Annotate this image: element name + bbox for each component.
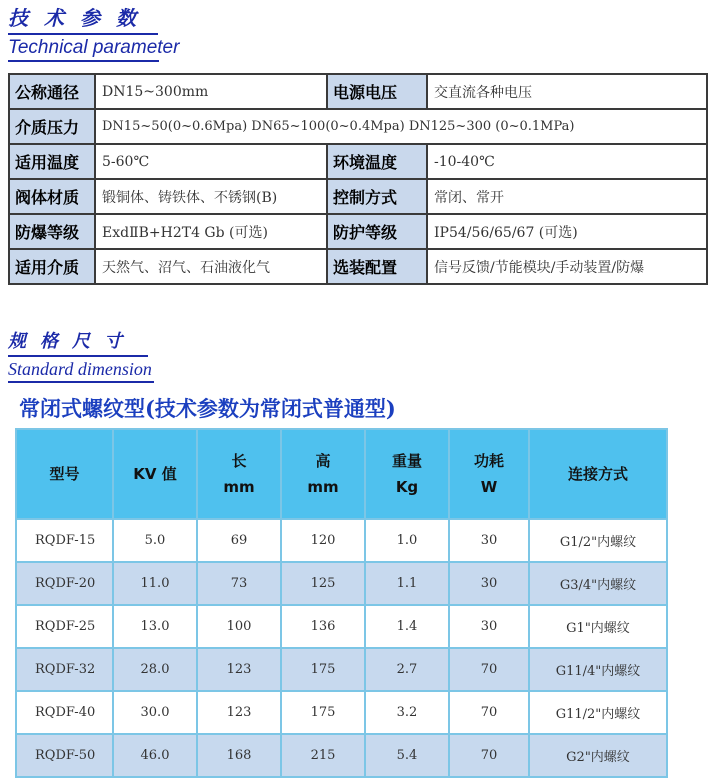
cell-height: 175: [282, 649, 364, 690]
product-subtitle: 常闭式螺纹型(技术参数为常闭式普通型): [19, 396, 396, 421]
param-value: 天然气、沼气、石油液化气: [96, 250, 326, 283]
cell-connection: G1"内螺纹: [530, 606, 666, 647]
table-row: [17, 649, 666, 690]
header-title-en: Standard dimension: [8, 359, 154, 383]
standard-dimension-header: [8, 327, 154, 383]
param-value: 常闭、常开: [428, 180, 706, 213]
cell-length: 69: [198, 520, 280, 561]
param-row: [10, 110, 706, 143]
technical-parameter-table: [8, 73, 708, 285]
column-header-length: 长 mm: [198, 430, 280, 518]
spec-header-row: [17, 430, 666, 518]
cell-connection: G11/4"内螺纹: [530, 649, 666, 690]
cell-height: 120: [282, 520, 364, 561]
cell-length: 123: [198, 649, 280, 690]
param-row: [10, 215, 706, 248]
column-header-weight: 重量 Kg: [366, 430, 448, 518]
cell-length: 123: [198, 692, 280, 733]
cell-length: 73: [198, 563, 280, 604]
cell-connection: G1/2"内螺纹: [530, 520, 666, 561]
header-title-cn: 技术参数: [8, 2, 158, 35]
column-header-height: 高 mm: [282, 430, 364, 518]
cell-height: 175: [282, 692, 364, 733]
cell-weight: 2.7: [366, 649, 448, 690]
param-value: IP54/56/65/67 (可选): [428, 215, 706, 248]
cell-power: 70: [450, 649, 528, 690]
cell-height: 215: [282, 735, 364, 776]
cell-kv: 11.0: [114, 563, 196, 604]
table-row: [17, 735, 666, 776]
param-row: [10, 180, 706, 213]
cell-connection: G3/4"内螺纹: [530, 563, 666, 604]
param-value: -10-40℃: [428, 145, 706, 178]
param-value: ExdⅡB+H2T4 Gb (可选): [96, 215, 326, 248]
param-label: 阀体材质: [10, 180, 94, 213]
cell-weight: 5.4: [366, 735, 448, 776]
table-row: [17, 692, 666, 733]
param-label: 控制方式: [328, 180, 426, 213]
cell-kv: 13.0: [114, 606, 196, 647]
param-value: 交直流各种电压: [428, 75, 706, 108]
header-title-cn: 规格尺寸: [8, 327, 148, 357]
cell-kv: 30.0: [114, 692, 196, 733]
param-label: 防护等级: [328, 215, 426, 248]
cell-length: 100: [198, 606, 280, 647]
param-label: 选装配置: [328, 250, 426, 283]
cell-weight: 1.4: [366, 606, 448, 647]
cell-model: RQDF-25: [17, 606, 112, 647]
param-label: 介质压力: [10, 110, 94, 143]
cell-model: RQDF-40: [17, 692, 112, 733]
param-label: 防爆等级: [10, 215, 94, 248]
cell-power: 30: [450, 520, 528, 561]
column-header-power: 功耗 W: [450, 430, 528, 518]
cell-height: 125: [282, 563, 364, 604]
cell-weight: 1.1: [366, 563, 448, 604]
cell-model: RQDF-15: [17, 520, 112, 561]
param-label: 适用介质: [10, 250, 94, 283]
param-label: 电源电压: [328, 75, 426, 108]
param-label: 公称通径: [10, 75, 94, 108]
param-value: 锻铜体、铸铁体、不锈钢(B): [96, 180, 326, 213]
cell-model: RQDF-50: [17, 735, 112, 776]
cell-height: 136: [282, 606, 364, 647]
cell-connection: G2"内螺纹: [530, 735, 666, 776]
header-title-en: Technical parameter: [8, 37, 159, 62]
table-row: [17, 563, 666, 604]
cell-kv: 46.0: [114, 735, 196, 776]
param-value: DN15~300mm: [96, 75, 326, 108]
cell-weight: 3.2: [366, 692, 448, 733]
column-header-connection: 连接方式: [530, 430, 666, 518]
cell-power: 70: [450, 692, 528, 733]
param-label: 环境温度: [328, 145, 426, 178]
cell-model: RQDF-32: [17, 649, 112, 690]
param-row: [10, 250, 706, 283]
table-row: [17, 520, 666, 561]
table-row: [17, 606, 666, 647]
cell-model: RQDF-20: [17, 563, 112, 604]
param-label: 适用温度: [10, 145, 94, 178]
param-row: [10, 75, 706, 108]
cell-length: 168: [198, 735, 280, 776]
param-value: DN15~50(0~0.6Mpa) DN65~100(0~0.4Mpa) DN125~300 (0~0.1MPa): [96, 110, 706, 143]
cell-weight: 1.0: [366, 520, 448, 561]
column-header-model: 型号: [17, 430, 112, 518]
cell-kv: 28.0: [114, 649, 196, 690]
cell-power: 70: [450, 735, 528, 776]
param-row: [10, 145, 706, 178]
spec-table: [15, 428, 668, 778]
technical-parameter-header: [8, 2, 180, 62]
cell-power: 30: [450, 606, 528, 647]
param-value: 5-60℃: [96, 145, 326, 178]
cell-connection: G11/2"内螺纹: [530, 692, 666, 733]
param-value: 信号反馈/节能模块/手动装置/防爆: [428, 250, 706, 283]
cell-kv: 5.0: [114, 520, 196, 561]
column-header-kv: KV 值: [114, 430, 196, 518]
cell-power: 30: [450, 563, 528, 604]
